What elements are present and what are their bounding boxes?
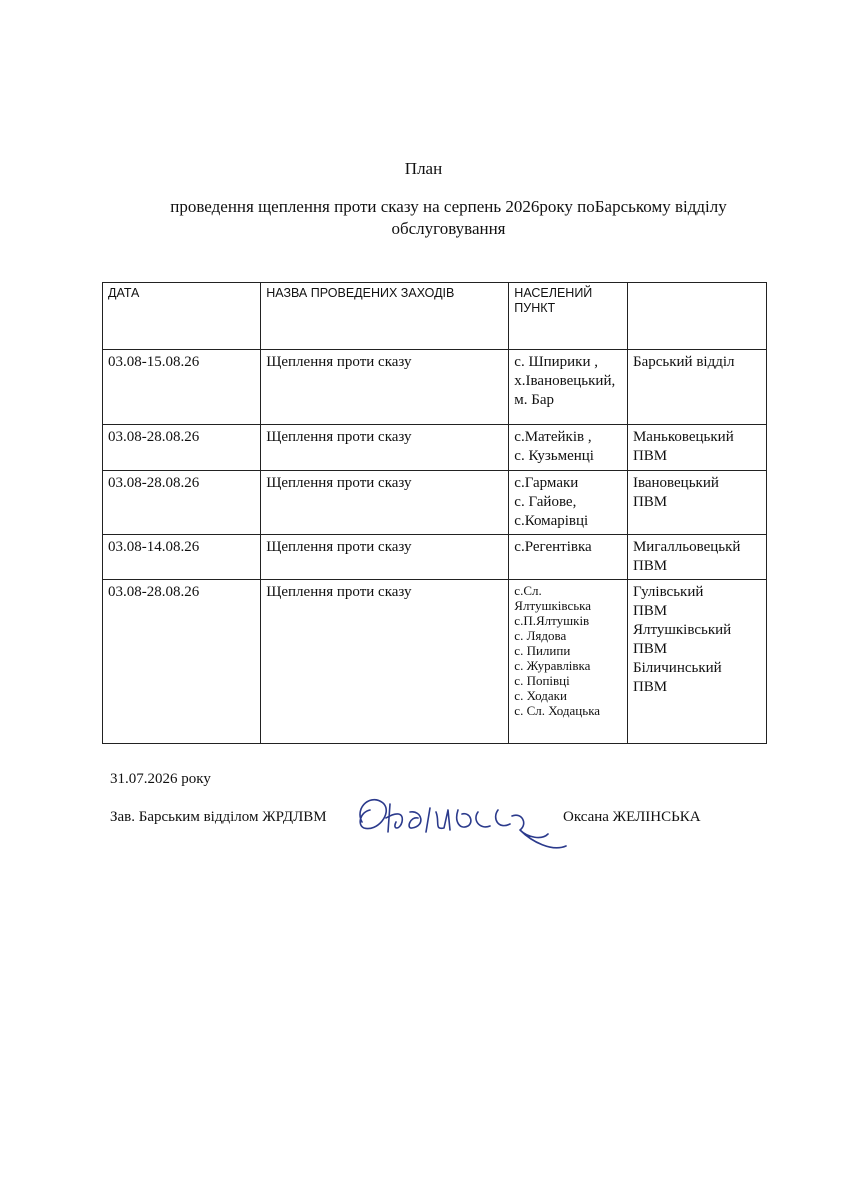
place-item: с. Кузьменці xyxy=(514,448,594,464)
cell-event: Щеплення проти сказу xyxy=(261,425,509,471)
place-item: с.Гармаки xyxy=(514,475,579,491)
dept-line: ПВМ xyxy=(632,494,668,510)
cell-dept xyxy=(627,580,766,744)
place-item: с. Журавлівка xyxy=(514,658,591,673)
place-item: х.Івановецький, xyxy=(514,373,616,389)
dept-line: Гулівський xyxy=(632,584,704,600)
table-row xyxy=(103,580,767,744)
dept-line: Івановецький xyxy=(632,475,719,491)
document-subtitle: проведення щеплення проти сказу на серпень 2026року поБарському відділу обслуговування xyxy=(170,197,727,238)
cell-places xyxy=(509,425,628,471)
document-date: 31.07.2026 року xyxy=(110,771,211,787)
dept-line: Маньковецький xyxy=(632,429,734,445)
cell-date: 03.08-15.08.26 xyxy=(103,350,261,425)
place-item: с. Шпирики , xyxy=(514,354,598,370)
table-header-row xyxy=(103,283,767,350)
signatory-name: Оксана ЖЕЛІНСЬКА xyxy=(563,809,701,825)
cell-places xyxy=(509,535,628,580)
table-row xyxy=(103,350,767,425)
dept-line: ПВМ xyxy=(632,641,668,657)
vaccination-plan-table xyxy=(102,282,767,744)
cell-places xyxy=(509,471,628,535)
cell-event: Щеплення проти сказу xyxy=(261,350,509,425)
cell-dept xyxy=(627,425,766,471)
dept-line: Мигалльовецькй xyxy=(632,539,741,555)
cell-dept xyxy=(627,350,766,425)
place-item: с. Гайове, xyxy=(514,494,577,510)
place-item: с.Сл. xyxy=(514,583,542,598)
signatory-position: Зав. Барським відділом ЖРДЛВМ xyxy=(110,809,327,825)
dept-line: ПВМ xyxy=(632,679,668,695)
table-row xyxy=(103,471,767,535)
cell-event: Щеплення проти сказу xyxy=(261,535,509,580)
place-item: с.Матейків , xyxy=(514,429,592,445)
cell-event: Щеплення проти сказу xyxy=(261,580,509,744)
handwritten-signature xyxy=(352,782,572,882)
header-place: НАСЕЛЕНИЙ ПУНКТ xyxy=(509,283,628,350)
place-item: с.П.Ялтушків xyxy=(514,613,590,628)
cell-event: Щеплення проти сказу xyxy=(261,471,509,535)
place-item: с. Попівці xyxy=(514,673,570,688)
place-item: с. Пилипи xyxy=(514,643,571,658)
place-item: с.Регентівка xyxy=(514,539,592,555)
cell-date: 03.08-14.08.26 xyxy=(103,535,261,580)
cell-date: 03.08-28.08.26 xyxy=(103,425,261,471)
dept-line: ПВМ xyxy=(632,603,668,619)
header-date: ДАТА xyxy=(103,283,261,350)
dept-line: Ялтушківський xyxy=(632,622,732,638)
place-item: с. Сл. Ходацька xyxy=(514,703,601,718)
header-event: НАЗВА ПРОВЕДЕНИХ ЗАХОДІВ xyxy=(261,283,509,350)
table-row xyxy=(103,425,767,471)
cell-places xyxy=(509,580,628,744)
place-item: м. Бар xyxy=(514,392,555,408)
place-item: с.Комарівці xyxy=(514,513,589,529)
place-item: Ялтушківська xyxy=(514,598,592,613)
cell-places xyxy=(509,350,628,425)
place-item: с. Ходаки xyxy=(514,688,567,703)
dept-line: ПВМ xyxy=(632,448,668,464)
cell-date: 03.08-28.08.26 xyxy=(103,471,261,535)
dept-line: Біличинський xyxy=(632,660,722,676)
dept-line: ПВМ xyxy=(632,558,668,574)
cell-dept xyxy=(627,471,766,535)
header-dept xyxy=(627,283,766,350)
place-item: с. Лядова xyxy=(514,628,567,643)
document-title: План xyxy=(404,159,443,178)
cell-date: 03.08-28.08.26 xyxy=(103,580,261,744)
table-row xyxy=(103,535,767,580)
dept-line: Барський відділ xyxy=(632,354,735,370)
cell-dept xyxy=(627,535,766,580)
